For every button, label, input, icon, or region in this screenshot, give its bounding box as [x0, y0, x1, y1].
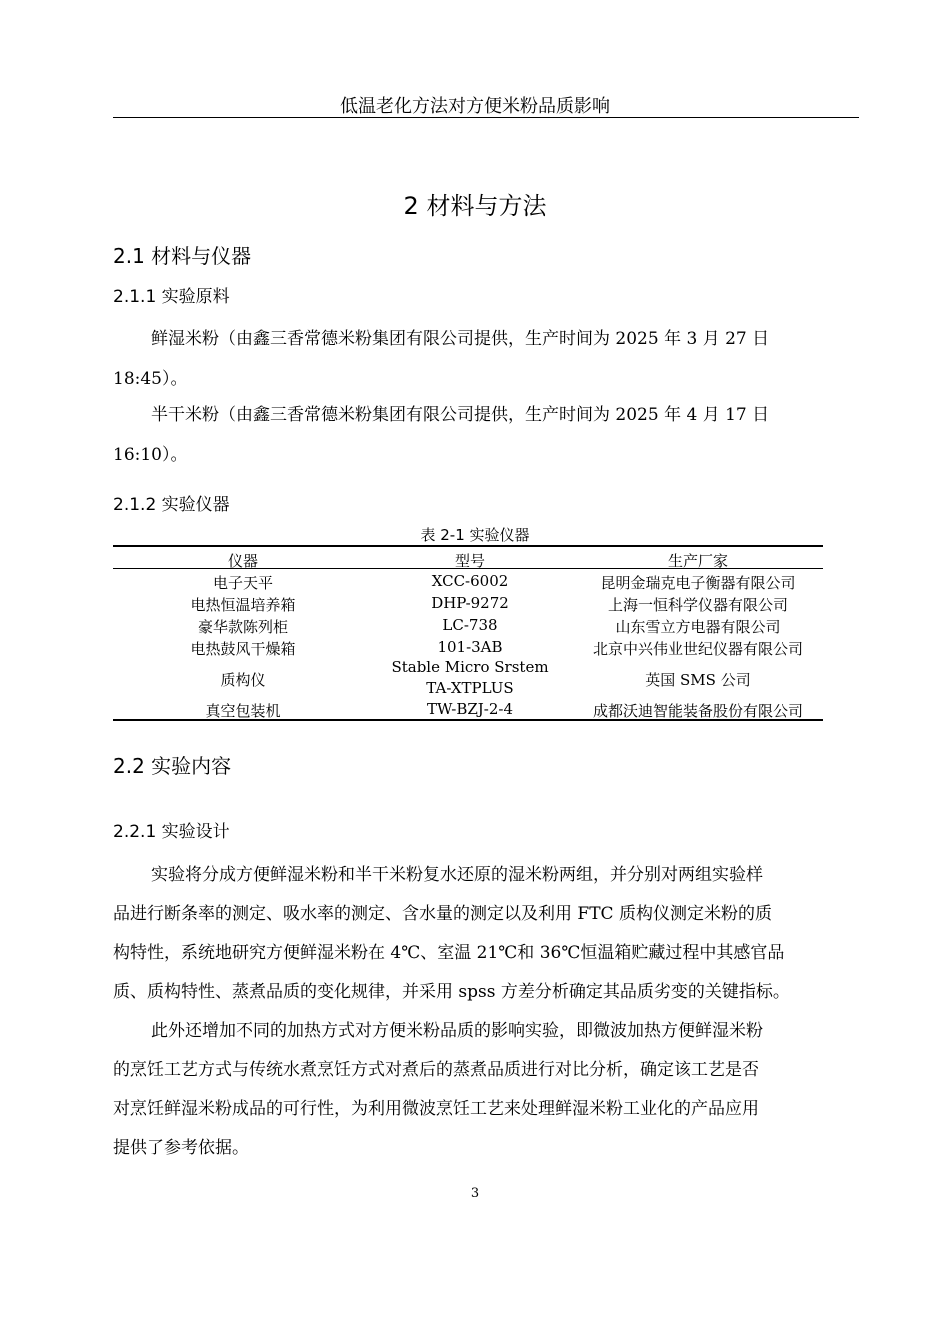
table-header-instrument: 仪器	[227, 552, 258, 570]
table-cell: 豪华款陈列柜	[197, 618, 288, 636]
table-caption: 表 2-1 实验仪器	[420, 526, 530, 544]
design-para-2-line: 提供了参考依据。	[113, 1138, 249, 1158]
table-cell: 成都沃迪智能装备股份有限公司	[592, 702, 803, 720]
running-header: 低温老化方法对方便米粉品质影响	[340, 96, 610, 117]
table-cell: DHP-9272	[431, 594, 509, 612]
table-cell: 质构仪	[220, 671, 266, 689]
design-para-1-line: 质、质构特性、蒸煮品质的变化规律，并采用 spss 方差分析确定其品质劣变的关键指标。	[113, 982, 790, 1002]
design-para-2-line: 对烹饪鲜湿米粉成品的可行性，为利用微波烹饪工艺来处理鲜湿米粉工业化的产品应用	[113, 1099, 759, 1119]
material-1-line-2: 18:45）。	[113, 369, 188, 389]
design-para-1-line: 品进行断条率的测定、吸水率的测定、含水量的测定以及利用 FTC 质构仪测定米粉的质	[113, 904, 772, 924]
table-bottom-rule	[113, 719, 823, 721]
table-cell: 山东雪立方电器有限公司	[615, 618, 781, 636]
section-heading-2-2: 2.2 实验内容	[113, 754, 232, 778]
material-2-line-1: 半干米粉（由鑫三香常德米粉集团有限公司提供，生产时间为 2025 年 4 月 17 日	[151, 405, 770, 425]
table-cell: XCC-6002	[431, 572, 509, 590]
material-1-line-1: 鲜湿米粉（由鑫三香常德米粉集团有限公司提供，生产时间为 2025 年 3 月 27 日	[151, 329, 770, 349]
table-cell: LC-738	[442, 616, 498, 634]
table-cell: 英国 SMS 公司	[645, 671, 751, 689]
section-heading-2-1-1: 2.1.1 实验原料	[113, 287, 230, 307]
design-para-2-line: 的烹饪工艺方式与传统水煮烹饪方式对煮后的蒸煮品质进行对比分析，确定该工艺是否	[113, 1060, 759, 1080]
table-header-rule	[113, 568, 823, 569]
section-heading-2-1: 2.1 材料与仪器	[113, 244, 252, 268]
header-rule	[113, 117, 859, 118]
table-cell: 真空包装机	[205, 702, 281, 720]
table-top-rule	[113, 545, 823, 547]
table-cell: 电热恒温培养箱	[190, 596, 296, 614]
section-heading-2-1-2: 2.1.2 实验仪器	[113, 495, 230, 515]
page-number: 3	[470, 1186, 480, 1201]
table-cell: TA-XTPLUS	[426, 679, 514, 697]
section-heading-2-2-1: 2.2.1 实验设计	[113, 822, 230, 842]
material-2-line-2: 16:10）。	[113, 445, 188, 465]
table-cell: Stable Micro Srstem	[391, 658, 549, 676]
table-cell: 电子天平	[212, 574, 273, 592]
table-cell: 电热鼓风干燥箱	[190, 640, 296, 658]
table-cell: 昆明金瑞克电子衡器有限公司	[600, 574, 796, 592]
table-cell: 上海一恒科学仪器有限公司	[607, 596, 788, 614]
table-cell: TW-BZJ-2-4	[426, 700, 514, 718]
design-para-1-line: 构特性，系统地研究方便鲜湿米粉在 4℃、室温 21℃和 36℃恒温箱贮藏过程中其感官品	[113, 943, 785, 963]
table-cell: 北京中兴伟业世纪仪器有限公司	[592, 640, 803, 658]
table-header-model: 型号	[454, 552, 485, 570]
design-para-2-line: 此外还增加不同的加热方式对方便米粉品质的影响实验，即微波加热方便鲜湿米粉	[151, 1021, 763, 1041]
table-header-manufacturer: 生产厂家	[667, 552, 728, 570]
table-cell: 101-3AB	[437, 638, 503, 656]
design-para-1-line: 实验将分成方便鲜湿米粉和半干米粉复水还原的湿米粉两组，并分别对两组实验样	[151, 865, 763, 885]
chapter-title: 2 材料与方法	[403, 192, 547, 220]
